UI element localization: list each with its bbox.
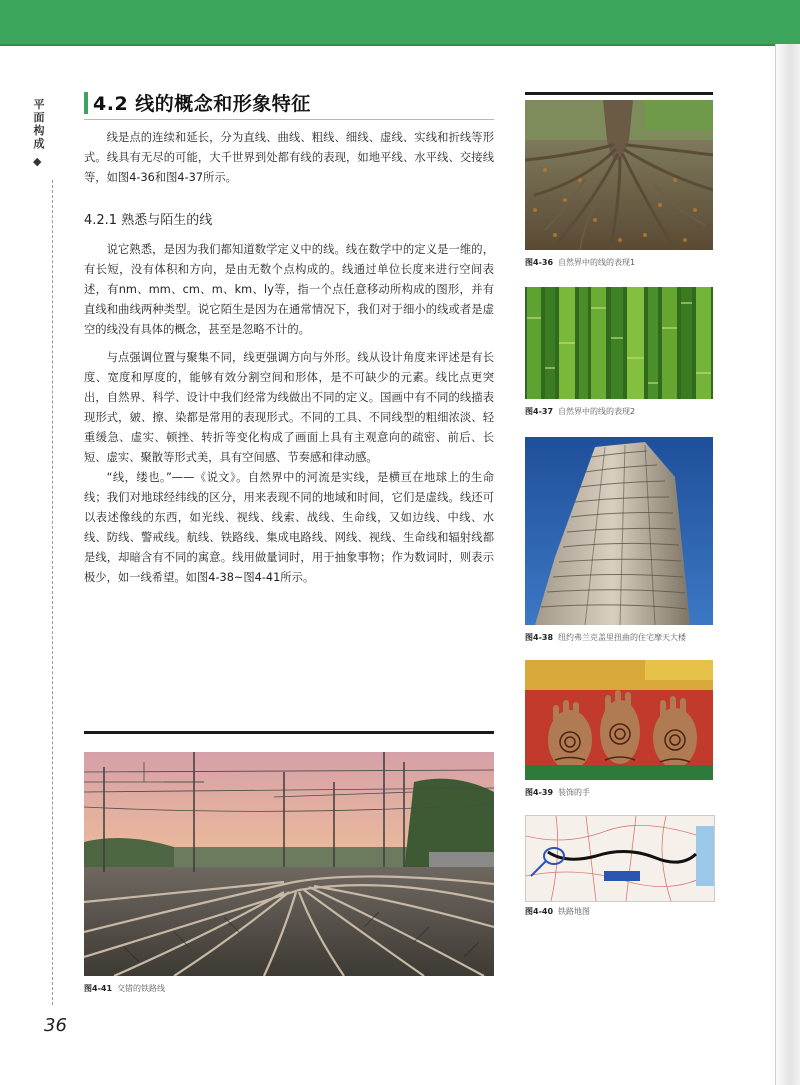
figure-caption-text: 铁路地图 — [558, 907, 591, 916]
margin-dashed-line — [52, 180, 53, 1005]
figure-label: 图4-37 — [525, 407, 554, 416]
figure-caption — [84, 983, 165, 994]
figure-label: 图4-39 — [525, 788, 554, 797]
figure-caption-text: 自然界中的线的表现2 — [558, 407, 636, 416]
figure-railway-map — [525, 815, 715, 902]
page-number: 36 — [44, 1015, 67, 1036]
figure-caption-text: 交错的铁路线 — [117, 984, 166, 993]
intro-paragraph: 线是点的连续和延长，分为直线、曲线、粗线、细线、虚线、实线和折线等形式。线具有无尽的可能，大千世界到处都有线的表现，如地平线、水平线、交接线等，如图4-36和图4-37所示。 — [84, 131, 494, 184]
figure-tree-roots — [525, 100, 713, 250]
figure-label: 图4-38 — [525, 633, 554, 642]
figure-caption-text: 自然界中的线的表现1 — [558, 258, 636, 267]
body-paragraph-1: 说它熟悉，是因为我们都知道数学定义中的线。线在数学中的定义是一维的，有长短，没有体积和方向，是由无数个点构成的。线通过单位长度来进行空间表述，有nm、mm、cm、m、km、ly等，指一个点任意移动所构成的图形，并有直线和曲线两种类型。说它陌生是因为在通常情况下，我们对于细小的线或者是虚空的线没有具体的概念，甚至是忽略不计的。 — [84, 243, 494, 336]
figure-label: 图4-36 — [525, 258, 554, 267]
section-heading: 4.2 线的概念和形象特征 — [93, 93, 311, 115]
figure-caption — [525, 632, 686, 643]
heading-marker — [84, 92, 88, 114]
figure-caption-text: 纽约弗兰克盖里扭曲的住宅摩天大楼 — [558, 633, 687, 642]
body-paragraph-2: 与点强调位置与聚集不同，线更强调方向与外形。线从设计角度来评述是有长度、宽度和厚度的，能够有效分割空间和形体，是不可缺少的元素。线比点更突出，自然界、科学、设计中我们经常为线做出不同的定义。国画中有不同的线描表现形式，皴、擦、染都是常用的表现形式。不同的工具、不同线型的粗细浓淡、轻重缓急、虚实、顿挫、转折等变化构成了画面上具有主观意向的疏密、前后、长短、虚实、聚散等形式美，具有空间感、节奏感和律动感。 — [84, 351, 494, 464]
top-color-band — [0, 0, 800, 44]
page-edge-shadow — [776, 44, 800, 1085]
figure-bamboo — [525, 287, 713, 399]
side-chapter-title: 平面构成 — [33, 98, 45, 150]
figure-caption — [525, 257, 635, 268]
top-band-accent — [0, 44, 800, 46]
figure-label: 图4-41 — [84, 984, 113, 993]
body-paragraph-3: “线，缕也。”——《说文》。自然界中的河流是实线，是横亘在地球上的生命线；我们对地球经纬线的区分，用来表现不同的地域和时间，它们是虚线。线还可以表述像线的东西，如光线、视线、线索、战线、生命线，又如边线、中线、水线、防线、警戒线。航线、铁路线、集成电路线、网线、视线、生命线和辐射线都是线，却暗含有不同的寓意。线用做量词时，用于抽象事物；作为数词时，则表示极少，如一线希望。如图4-38~图4-41所示。 — [84, 471, 494, 584]
subsection-heading: 4.2.1 熟悉与陌生的线 — [84, 213, 213, 228]
figure-skyscraper — [525, 437, 713, 625]
heading-underline — [84, 119, 494, 120]
figure-railway-tracks — [84, 752, 494, 976]
figure-henna-hands — [525, 660, 713, 780]
right-column-rule — [525, 92, 713, 95]
bottom-figure-rule — [84, 731, 494, 734]
figure-caption — [525, 406, 635, 417]
figure-label: 图4-40 — [525, 907, 554, 916]
side-mark-icon: ◆ — [33, 155, 42, 168]
figure-caption-text: 装饰的手 — [558, 788, 591, 797]
figure-caption — [525, 906, 590, 917]
figure-caption — [525, 787, 590, 798]
